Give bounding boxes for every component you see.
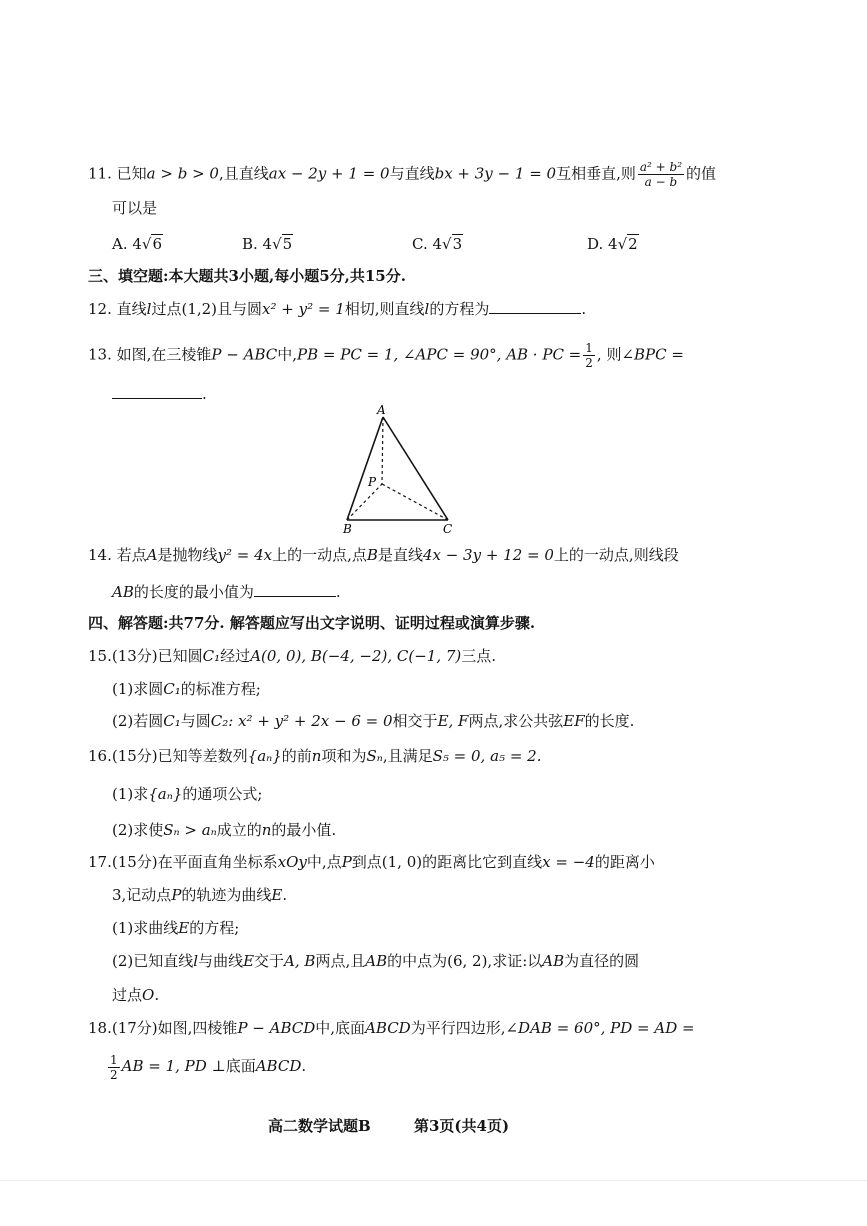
footer-page: 第3页(共4页) [414, 1117, 510, 1135]
section-3-heading: 三、填空题:本大题共3小题,每小题5分,共15分. [88, 267, 406, 285]
option-d: D. 4√2 [587, 235, 638, 253]
label-p: P [368, 475, 377, 489]
q16-part1: (1)求{aₙ}的通项公式; [112, 785, 263, 803]
q14-line1: 14. 若点A是抛物线y² = 4x上的一动点,点B是直线4x − 3y + 12 = 0上的一动点,则线段 [88, 546, 679, 564]
q12: 12. 直线l过点(1,2)且与圆x² + y² = 1相切,则直线l的方程为 . [88, 300, 587, 318]
q15-part2: (2)若圆C₁与圆C₂: x² + y² + 2x − 6 = 0相交于E, F两点,求公共弦EF的长度. [112, 712, 635, 730]
label-a: A [377, 403, 386, 417]
q17-line1: 17.(15分)在平面直角坐标系xOy中,点P到点(1, 0)的距离比它到直线x = −4的距离小 [88, 853, 655, 871]
q17-line2: 3,记动点P的轨迹为曲线E. [112, 886, 288, 904]
q15-stem: 15.(13分)已知圆C₁经过A(0, 0), B(−4, −2), C(−1, 7)三点. [88, 647, 497, 665]
q11-options [112, 234, 672, 254]
footer-title: 高二数学试题B [268, 1117, 371, 1135]
q16-part2: (2)求使Sₙ > aₙ成立的n的最小值. [112, 821, 337, 839]
edge-ap [382, 417, 383, 484]
q17-part1: (1)求曲线E的方程; [112, 919, 240, 937]
page-edge [0, 1180, 867, 1181]
q11-fraction: $\frac{\text{a² + b²}}{a - b}$ [639, 160, 682, 189]
q13-line1: 13. 如图,在三棱锥P − ABC中,PB = PC = 1, ∠APC = 90°, AB · PC = $\frac{1}{2}$ , 则∠BPC = [88, 341, 684, 370]
q17-part2: (2)已知直线l与曲线E交于A, B两点,且AB的中点为(6, 2),求证:以AB为直径的圆 [112, 952, 640, 970]
option-c: C. 4√3 [412, 235, 463, 253]
label-c: C [443, 522, 453, 536]
answer-blank-14 [254, 582, 336, 597]
q13-fraction: $\frac{1}{2}$ [585, 341, 593, 370]
q11-line2: 可以是 [112, 199, 158, 217]
q18-fraction: $\frac{1}{2}$ [110, 1052, 118, 1082]
q18-line1: 18.(17分)如图,四棱锥P − ABCD中,底面ABCD为平行四边形,∠DAB = 60°, PD = AD = [88, 1019, 695, 1037]
q11-line1: 11. 已知a > b > 0,且直线ax − 2y + 1 = 0与直线bx + 3y − 1 = 0互相垂直,则 $\frac{\text{a² + b²}}{a - b}$ 的值 [88, 160, 717, 189]
q13-line2: . [112, 384, 207, 404]
q14-line2: AB的长度的最小值为 . [112, 583, 341, 601]
label-b: B [343, 522, 352, 536]
q18-line2: $\frac{1}{2}$ AB = 1, PD ⊥底面ABCD. [110, 1052, 307, 1082]
q15-part1: (1)求圆C₁的标准方程; [112, 680, 261, 698]
q17-part2-line2: 过点O. [112, 986, 160, 1004]
section-4-heading: 四、解答题:共77分. 解答题应写出文字说明、证明过程或演算步骤. [88, 614, 536, 632]
tetrahedron-figure [335, 400, 465, 540]
edge-bp [347, 484, 382, 520]
option-a: A. 4√6 [112, 235, 163, 253]
edge-cp [382, 484, 448, 520]
answer-blank-13 [112, 384, 202, 399]
edge-ab [347, 417, 383, 520]
edge-ac [383, 417, 448, 520]
option-b: B. 4√5 [242, 235, 293, 253]
answer-blank-12 [489, 299, 581, 314]
q16-stem: 16.(15分)已知等差数列{aₙ}的前n项和为Sₙ,且满足S₅ = 0, a₅ = 2. [88, 747, 542, 765]
